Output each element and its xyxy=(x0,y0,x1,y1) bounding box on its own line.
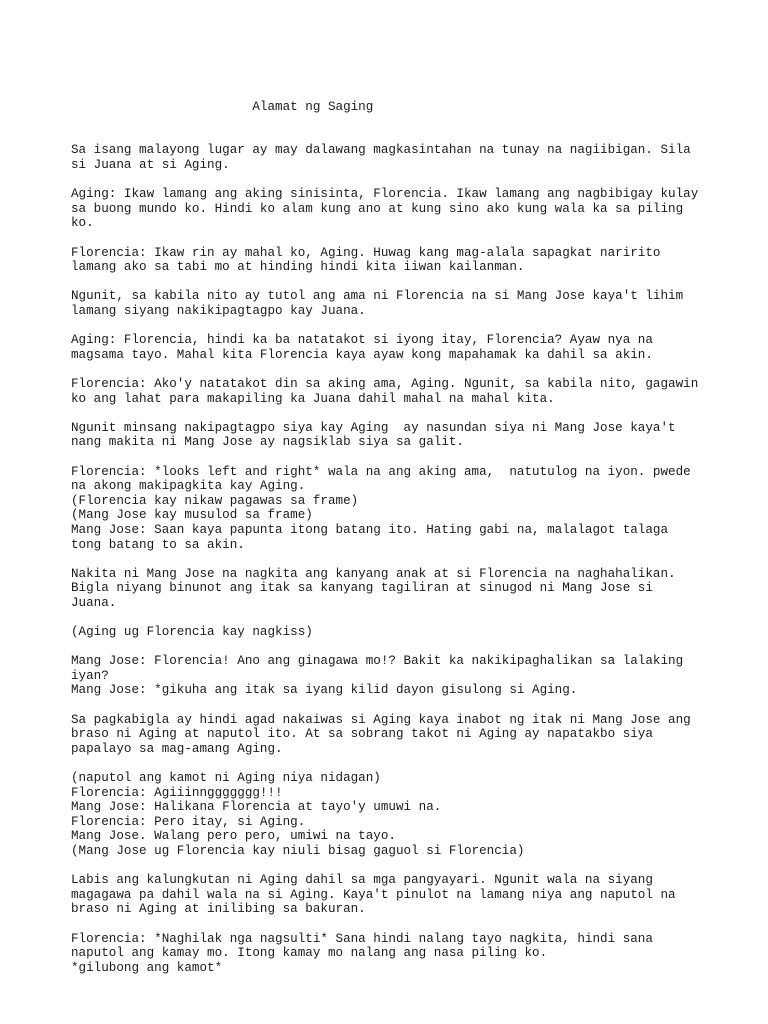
text-line: sa buong mundo ko. Hindi ko alam kung ano at kung sino ako kung wala ka sa piling xyxy=(71,201,684,216)
text-line: Florencia: Ako'y natatakot din sa aking ama, Aging. Ngunit, sa kabila nito, gagawin xyxy=(71,376,699,391)
text-line: *gilubong ang kamot* xyxy=(71,960,223,975)
blank-line xyxy=(71,698,761,713)
blank-line xyxy=(71,362,761,377)
blank-line xyxy=(71,552,761,567)
text-line: magagawa pa dahil wala na si Aging. Kaya't pinulot na lamang niya ang naputol na xyxy=(71,887,676,902)
text-line: (Florencia kay nikaw pagawas sa frame) xyxy=(71,493,359,508)
text-line: papalayo sa mag-amang Aging. xyxy=(71,741,283,756)
text-line: lamang ako sa tabi mo at hinding hindi kita iiwan kailanman. xyxy=(71,260,525,275)
text-line: Aging: Ikaw lamang ang aking sinisinta, Florencia. Ikaw lamang ang nagbibigay kulay xyxy=(71,187,699,202)
blank-line xyxy=(71,275,761,290)
text-line: Florencia: *Naghilak nga nagsulti* Sana hindi nalang tayo nagkita, hindi sana xyxy=(71,931,653,946)
text-line: si Juana at si Aging. xyxy=(71,158,230,173)
blank-line xyxy=(71,859,761,874)
blank-line xyxy=(71,319,761,334)
text-line: (Aging ug Florencia kay nagkiss) xyxy=(71,625,313,640)
document-lines xyxy=(71,143,761,975)
text-line: Ngunit minsang nakipagtagpo siya kay Aging ay nasundan siya ni Mang Jose kaya't xyxy=(71,420,676,435)
blank-line xyxy=(71,450,761,465)
text-line: magsama tayo. Mahal kita Florencia kaya ayaw kong mapahamak ka dahil sa akin. xyxy=(71,347,653,362)
document-body xyxy=(71,71,761,1005)
text-line: ko. xyxy=(71,216,94,231)
text-line: Florencia: Ikaw rin ay mahal ko, Aging. Huwag kang mag-alala sapagkat naririto xyxy=(71,245,661,260)
text-line: braso ni Aging at inilibing sa bakuran. xyxy=(71,902,366,917)
text-line: braso ni Aging at naputol ito. At sa sobrang takot ni Aging ay napatakbo siya xyxy=(71,727,653,742)
text-line: naputol ang kamay mo. Itong kamay mo nalang ang nasa piling ko. xyxy=(71,946,548,961)
blank-line xyxy=(71,173,761,188)
blank-line xyxy=(71,231,761,246)
text-line: lamang siyang nakikipagtagpo kay Juana. xyxy=(71,304,366,318)
text-line: Florencia: *looks left and right* wala na ang aking ama, natutulog na iyon. pwede xyxy=(71,464,691,479)
text-line: nang makita ni Mang Jose ay nagsiklab siya sa galit. xyxy=(71,435,464,450)
blank-line xyxy=(71,917,761,932)
blank-line xyxy=(71,640,761,655)
blank-line xyxy=(71,756,761,771)
text-line: (Mang Jose kay musulod sa frame) xyxy=(71,508,313,523)
document-title: Alamat ng Saging xyxy=(71,99,374,114)
text-line: tong batang to sa akin. xyxy=(71,537,245,552)
text-line: Aging: Florencia, hindi ka ba natatakot si iyong itay, Florencia? Ayaw nya na xyxy=(71,333,653,348)
text-line: Bigla niyang binunot ang itak sa kanyang tagiliran at sinugod ni Mang Jose si xyxy=(71,581,653,596)
text-line: na akong makipagkita kay Aging. xyxy=(71,479,306,494)
text-line: Mang Jose: *gikuha ang itak sa iyang kilid dayon gisulong si Aging. xyxy=(71,683,578,698)
text-line: Sa isang malayong lugar ay may dalawang magkasintahan na tunay na nagiibigan. Sila xyxy=(71,143,691,158)
text-line: iyan? xyxy=(71,668,109,683)
text-line: Sa pagkabigla ay hindi agad nakaiwas si Aging kaya inabot ng itak ni Mang Jose ang xyxy=(71,712,691,727)
text-line: Juana. xyxy=(71,595,117,610)
text-line: (naputol ang kamot ni Aging niya nidagan) xyxy=(71,771,381,785)
text-line: Florencia: Pero itay, si Aging. xyxy=(71,814,306,829)
text-line: Mang Jose: Halikana Florencia at tayo'y umuwi na. xyxy=(71,800,442,815)
text-line: Mang Jose: Florencia! Ano ang ginagawa mo!? Bakit ka nakikipaghalikan sa lalaking xyxy=(71,654,684,669)
text-line: Mang Jose: Saan kaya papunta itong batang ito. Hating gabi na, malalagot talaga xyxy=(71,522,669,537)
text-line: Nakita ni Mang Jose na nagkita ang kanyang anak at si Florencia na naghahalikan. xyxy=(71,566,676,581)
text-line: Mang Jose. Walang pero pero, umiwi na tayo. xyxy=(71,829,396,844)
blank-line xyxy=(71,406,761,421)
text-line: Labis ang kalungkutan ni Aging dahil sa mga pangyayari. Ngunit wala na siyang xyxy=(71,873,653,888)
blank-line xyxy=(71,610,761,625)
text-line: Florencia: Agiiinnggggggg!!! xyxy=(71,785,283,800)
text-line: ko ang lahat para makapiling ka Juana dahil mahal na mahal kita. xyxy=(71,391,555,406)
text-line: Ngunit, sa kabila nito ay tutol ang ama ni Florencia na si Mang Jose kaya't lihim xyxy=(71,289,684,304)
text-line: (Mang Jose ug Florencia kay niuli bisag gaguol si Florencia) xyxy=(71,843,525,858)
